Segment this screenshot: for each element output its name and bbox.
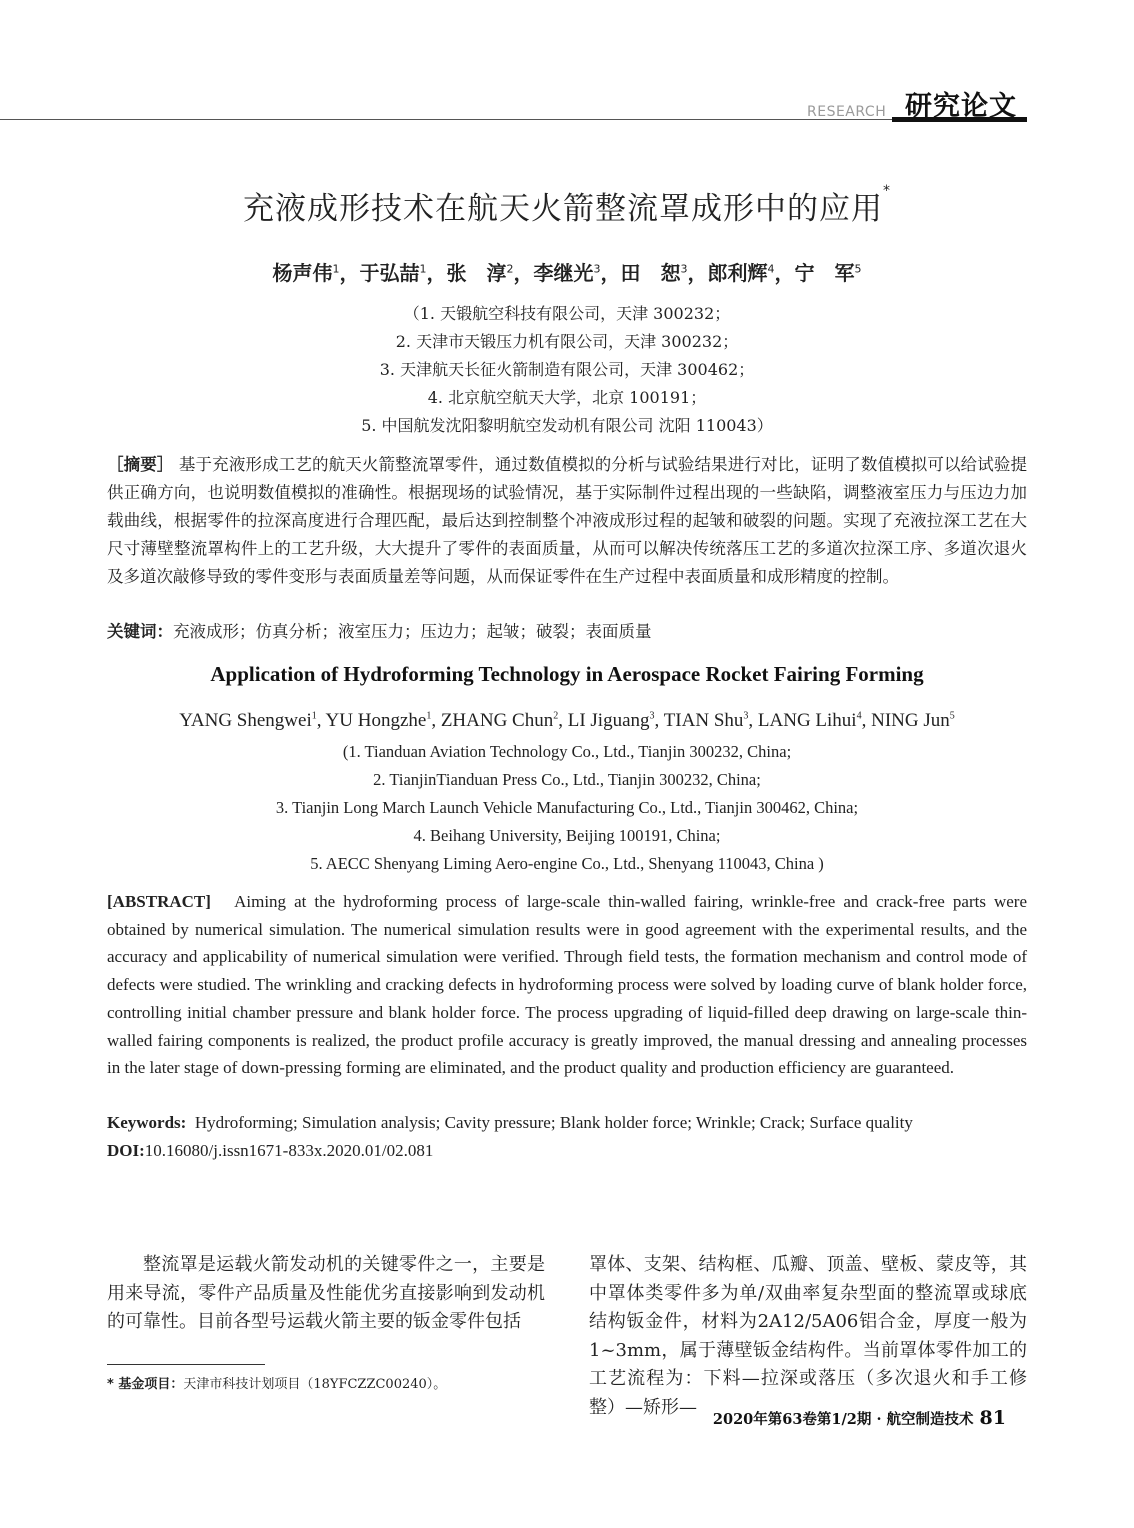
author-name: NING Jun (871, 710, 950, 731)
abstract-label-en: [ABSTRACT] (107, 892, 211, 911)
page-number: 81 (979, 1407, 1006, 1429)
doi (107, 1141, 433, 1161)
author-affiliation-mark: 4 (856, 710, 862, 722)
author-affiliation-mark: 1 (311, 710, 317, 722)
author-affiliation-mark: 1 (332, 262, 340, 276)
footnote-label: * 基金项目： (107, 1377, 184, 1392)
abstract-zh (107, 451, 1027, 591)
keywords-text-en: Hydroforming; Simulation analysis; Cavity pressure; Blank holder force; Wrinkle; Crack; Surface quality (194, 1113, 913, 1132)
author-list-en: YANG Shengwei$^1$, YU Hongzhe$^1$, ZHANG Chun$^2$, LI Jiguang$^3$, TIAN Shu$^3$, LANG Lihui$^4$, NING Jun$^5$ (179, 710, 955, 731)
author-affiliation-mark: 1 (419, 262, 427, 276)
affiliation-zh: 3. 天津航天长征火箭制造有限公司，天津 300462； (379, 360, 755, 379)
author-affiliation-mark: 5 (854, 262, 862, 276)
affiliation-zh: （1. 天锻航空科技有限公司，天津 300232； (403, 304, 731, 323)
title-text: 充液成形技术在航天火箭整流罩成形中的应用 (243, 191, 883, 227)
doi-value: 10.16080/j.issn1671-833x.2020.01/02.081 (144, 1141, 434, 1160)
paper-title-zh (0, 183, 1134, 228)
keywords-zh (107, 618, 1027, 646)
keywords-label-zh: 关键词： (107, 622, 173, 641)
author-name: 宁 军 (794, 261, 855, 285)
affiliation-en: (1. Tianduan Aviation Technology Co., Ltd., Tianjin 300232, China; (342, 742, 792, 761)
affiliation-zh: 4. 北京航空航天大学，北京 100191； (427, 388, 707, 407)
author-name: 杨声伟 (272, 261, 333, 285)
author-affiliation-mark: 3 (649, 710, 655, 722)
keywords-text-zh: 充液成形；仿真分析；液室压力；压边力；起皱；破裂；表面质量 (173, 622, 652, 641)
keywords-label-en: Keywords: (107, 1113, 187, 1132)
funding-footnote (107, 1373, 446, 1392)
author-name: 张 淳 (446, 261, 507, 285)
affiliation-en: 5. AECC Shenyang Liming Aero-engine Co., Ltd., Shenyang 110043, China ) (310, 854, 824, 873)
author-name: LI Jiguang (567, 710, 650, 731)
journal-info: 2020年第63卷第1/2期 · 航空制造技术 (712, 1411, 974, 1428)
doi-label: DOI: (107, 1141, 145, 1160)
affiliation-zh: 5. 中国航发沈阳黎明航空发动机有限公司 沈阳 110043） (361, 416, 773, 435)
affiliation-en: 2. TianjinTianduan Press Co., Ltd., Tianjin 300232, China; (373, 770, 761, 789)
author-affiliation-mark: 4 (767, 262, 775, 276)
footnote-text: 天津市科技计划项目（18YFCZZC00240）。 (183, 1377, 447, 1392)
author-name: ZHANG Chun (440, 710, 554, 731)
author-affiliation-mark: 1 (426, 710, 432, 722)
author-name: 李继光 (533, 261, 594, 285)
paper-title-en: Application of Hydroforming Technology in Aerospace Rocket Fairing Forming (210, 662, 924, 686)
author-list-zh: 杨声伟$^1$，于弘喆$^1$，张 淳$^2$，李继光$^3$，田 恕$^3$，郎利辉$^4$，宁 军$^5$ (272, 261, 862, 285)
author-affiliation-mark: 2 (506, 262, 514, 276)
page-footer (713, 1407, 1006, 1429)
author-affiliation-mark: 5 (949, 710, 955, 722)
header-research-label: RESEARCH (807, 104, 887, 120)
footnote-rule (107, 1364, 265, 1365)
author-name: YANG Shengwei (179, 710, 312, 731)
author-affiliation-mark: 2 (553, 710, 559, 722)
title-footnote-mark: * (883, 183, 891, 199)
author-name: TIAN Shu (663, 710, 744, 731)
author-affiliation-mark: 3 (680, 262, 688, 276)
body-column-left: 整流罩是运载火箭发动机的关键零件之一，主要是用来导流，零件产品质量及性能优劣直接影响到发动机的可靠性。目前各型号运载火箭主要的钣金零件包括 (107, 1254, 545, 1332)
affiliation-en: 3. Tianjin Long March Launch Vehicle Manufacturing Co., Ltd., Tianjin 300462, China; (275, 798, 859, 817)
author-name: 郎利辉 (707, 261, 768, 285)
author-name: 田 恕 (620, 261, 681, 285)
body-column-right: 罩体、支架、结构框、瓜瓣、顶盖、壁板、蒙皮等，其中罩体类零件多为单/双曲率复杂型面的整流罩或球底结构钣金件，材料为2A12/5A06铝合金，厚度一般为1~3mm，属于薄壁钣金结构件。当前罩体零件加工的工艺流程为：下料—拉深或落压（多次退火和手工修整）—矫形— (589, 1254, 1027, 1418)
keywords-en (107, 1113, 913, 1133)
author-name: YU Hongzhe (325, 710, 427, 731)
header-section-label: 研究论文 (905, 91, 1017, 122)
affiliation-en: 4. Beihang University, Beijing 100191, China; (413, 826, 721, 845)
author-affiliation-mark: 3 (593, 262, 601, 276)
abstract-text-en: Aiming at the hydroforming process of large-scale thin-walled fairing, wrinkle-free and crack-free parts were obtained by numerical simulation. The numerical simulation results were in good agreement with the experimental results, and the accuracy and applicability of numerical simulation were verified. Through field tests, the formation mechanism and control mode of defects were studied. The wrinkling and cracking defects in hydroforming process were solved by loading curve of blank holder force, controlling initial chamber pressure and blank holder force. The process upgrading of liquid-filled deep drawing on large-scale thin-walled fairing components is realized, the product profile accuracy is greatly improved, the manual dressing and annealing processes in the later stage of down-pressing forming are eliminated, and the product quality and production efficiency are guaranteed. (107, 892, 1028, 1078)
author-affiliation-mark: 3 (743, 710, 749, 722)
abstract-label-zh: ［摘要］ (107, 455, 174, 474)
abstract-en (107, 888, 1027, 1082)
author-name: 于弘喆 (359, 261, 420, 285)
author-name: LANG Lihui (757, 710, 857, 731)
abstract-text-zh: 基于充液形成工艺的航天火箭整流罩零件，通过数值模拟的分析与试验结果进行对比，证明了数值模拟可以给试验提供正确方向，也说明数值模拟的准确性。根据现场的试验情况，基于实际制件过程出现的一些缺陷，调整液室压力与压边力加载曲线，根据零件的拉深高度进行合理匹配，最后达到控制整个冲液成形过程的起皱和破裂的问题。实现了充液拉深工艺在大尺寸薄壁整流罩构件上的工艺升级，大大提升了零件的表面质量，从而可以解决传统落压工艺的多道次拉深工序、多道次退火及多道次敲修导致的零件变形与表面质量差等问题，从而保证零件在生产过程中表面质量和成形精度的控制。 (107, 455, 1028, 586)
affiliation-zh: 2. 天津市天锻压力机有限公司，天津 300232； (395, 332, 739, 351)
